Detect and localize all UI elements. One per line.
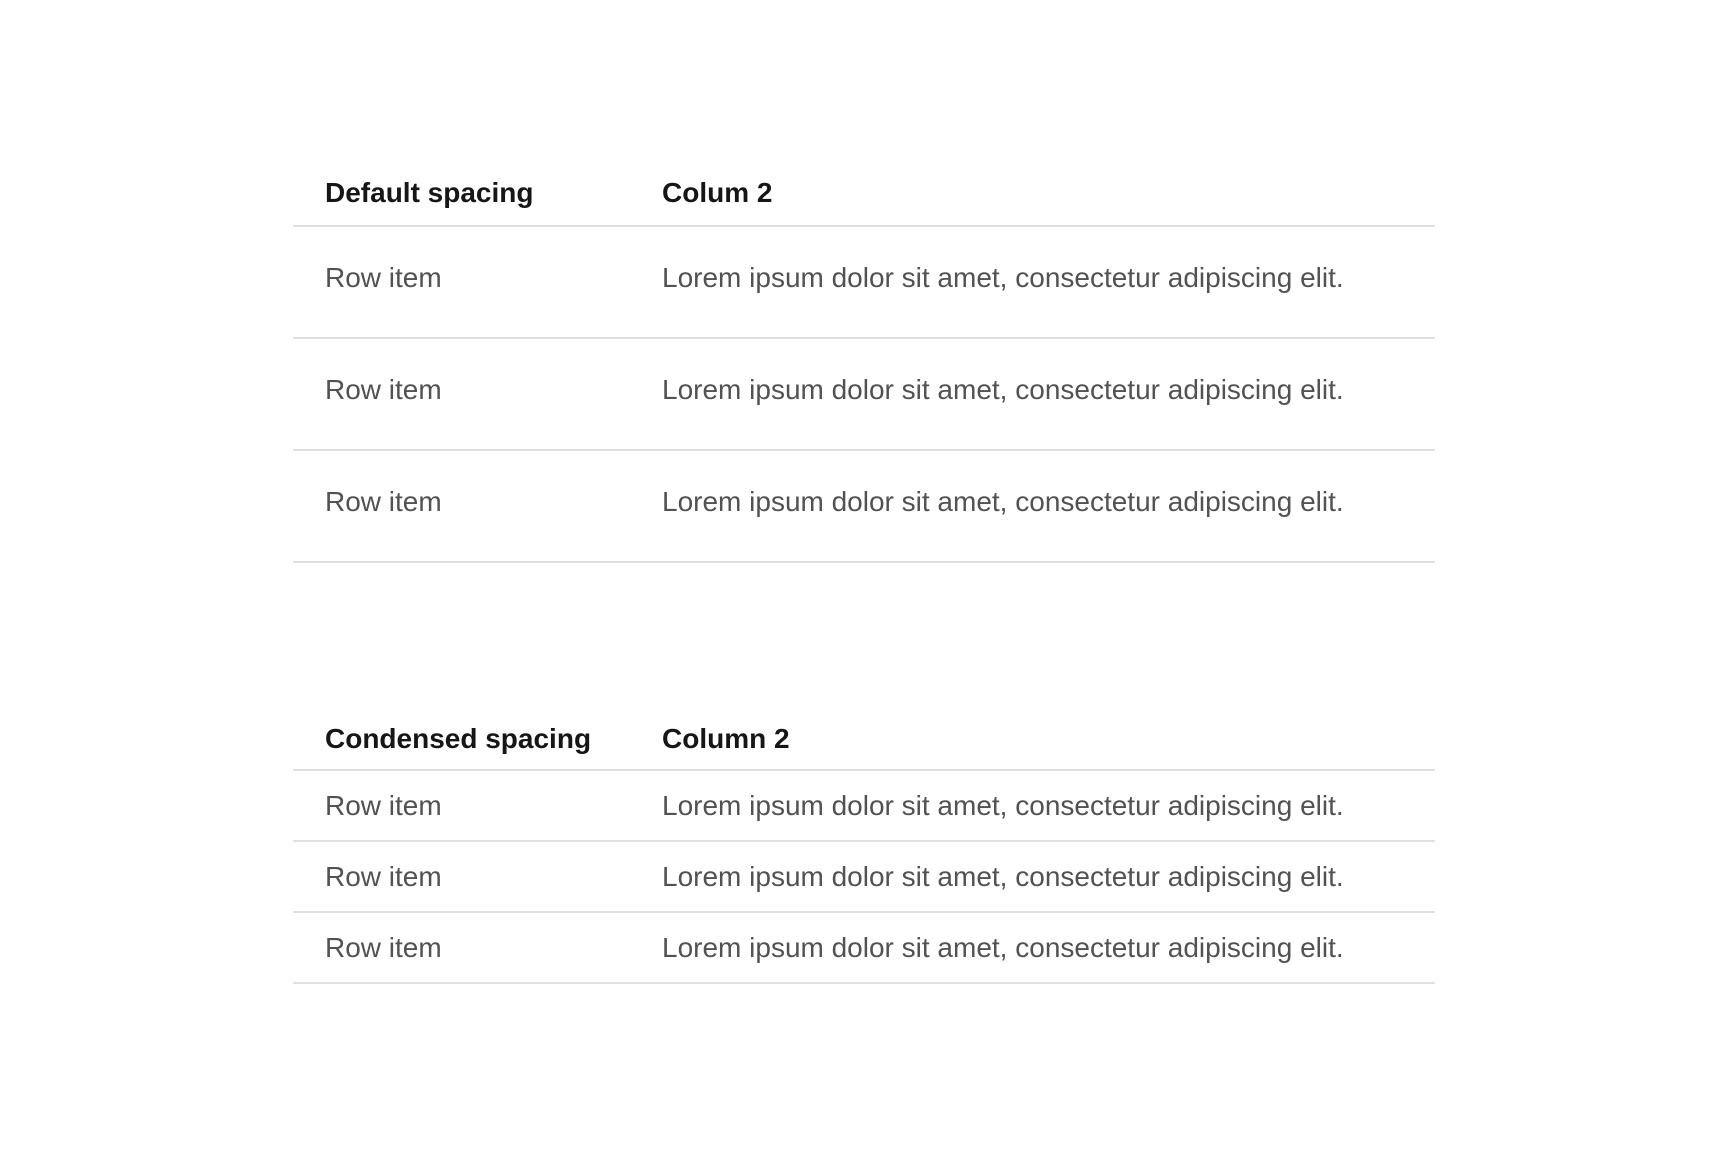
table-row bbox=[293, 771, 1435, 842]
row-item-label: Row item bbox=[325, 789, 442, 821]
structured-list-condensed-header-row bbox=[293, 699, 1435, 771]
row-description-text: Lorem ipsum dolor sit amet, consectetur adipiscing elit. bbox=[662, 931, 1344, 963]
table-row bbox=[293, 451, 1435, 563]
column-header-colum-2: Colum 2 bbox=[662, 177, 773, 208]
row-item-label: Row item bbox=[325, 486, 442, 517]
table-row bbox=[293, 842, 1435, 913]
column-header-default-spacing: Default spacing bbox=[325, 177, 534, 208]
row-item-label: Row item bbox=[325, 374, 442, 405]
table-row bbox=[293, 913, 1435, 984]
row-description-text: Lorem ipsum dolor sit amet, consectetur adipiscing elit. bbox=[662, 789, 1344, 821]
row-item-label: Row item bbox=[325, 262, 442, 293]
column-header-condensed-spacing: Condensed spacing bbox=[325, 723, 592, 754]
structured-list-default bbox=[293, 123, 1435, 563]
row-item-label: Row item bbox=[325, 931, 442, 963]
row-item-label: Row item bbox=[325, 860, 442, 892]
row-description-text: Lorem ipsum dolor sit amet, consectetur adipiscing elit. bbox=[662, 262, 1344, 293]
table-row bbox=[293, 339, 1435, 451]
structured-list-default-header-row bbox=[293, 123, 1435, 227]
table-row bbox=[293, 227, 1435, 339]
row-description-text: Lorem ipsum dolor sit amet, consectetur adipiscing elit. bbox=[662, 860, 1344, 892]
column-header-column-2: Column 2 bbox=[662, 723, 790, 754]
row-description-text: Lorem ipsum dolor sit amet, consectetur adipiscing elit. bbox=[662, 486, 1344, 517]
structured-list-condensed bbox=[293, 699, 1435, 984]
row-description-text: Lorem ipsum dolor sit amet, consectetur adipiscing elit. bbox=[662, 374, 1344, 405]
